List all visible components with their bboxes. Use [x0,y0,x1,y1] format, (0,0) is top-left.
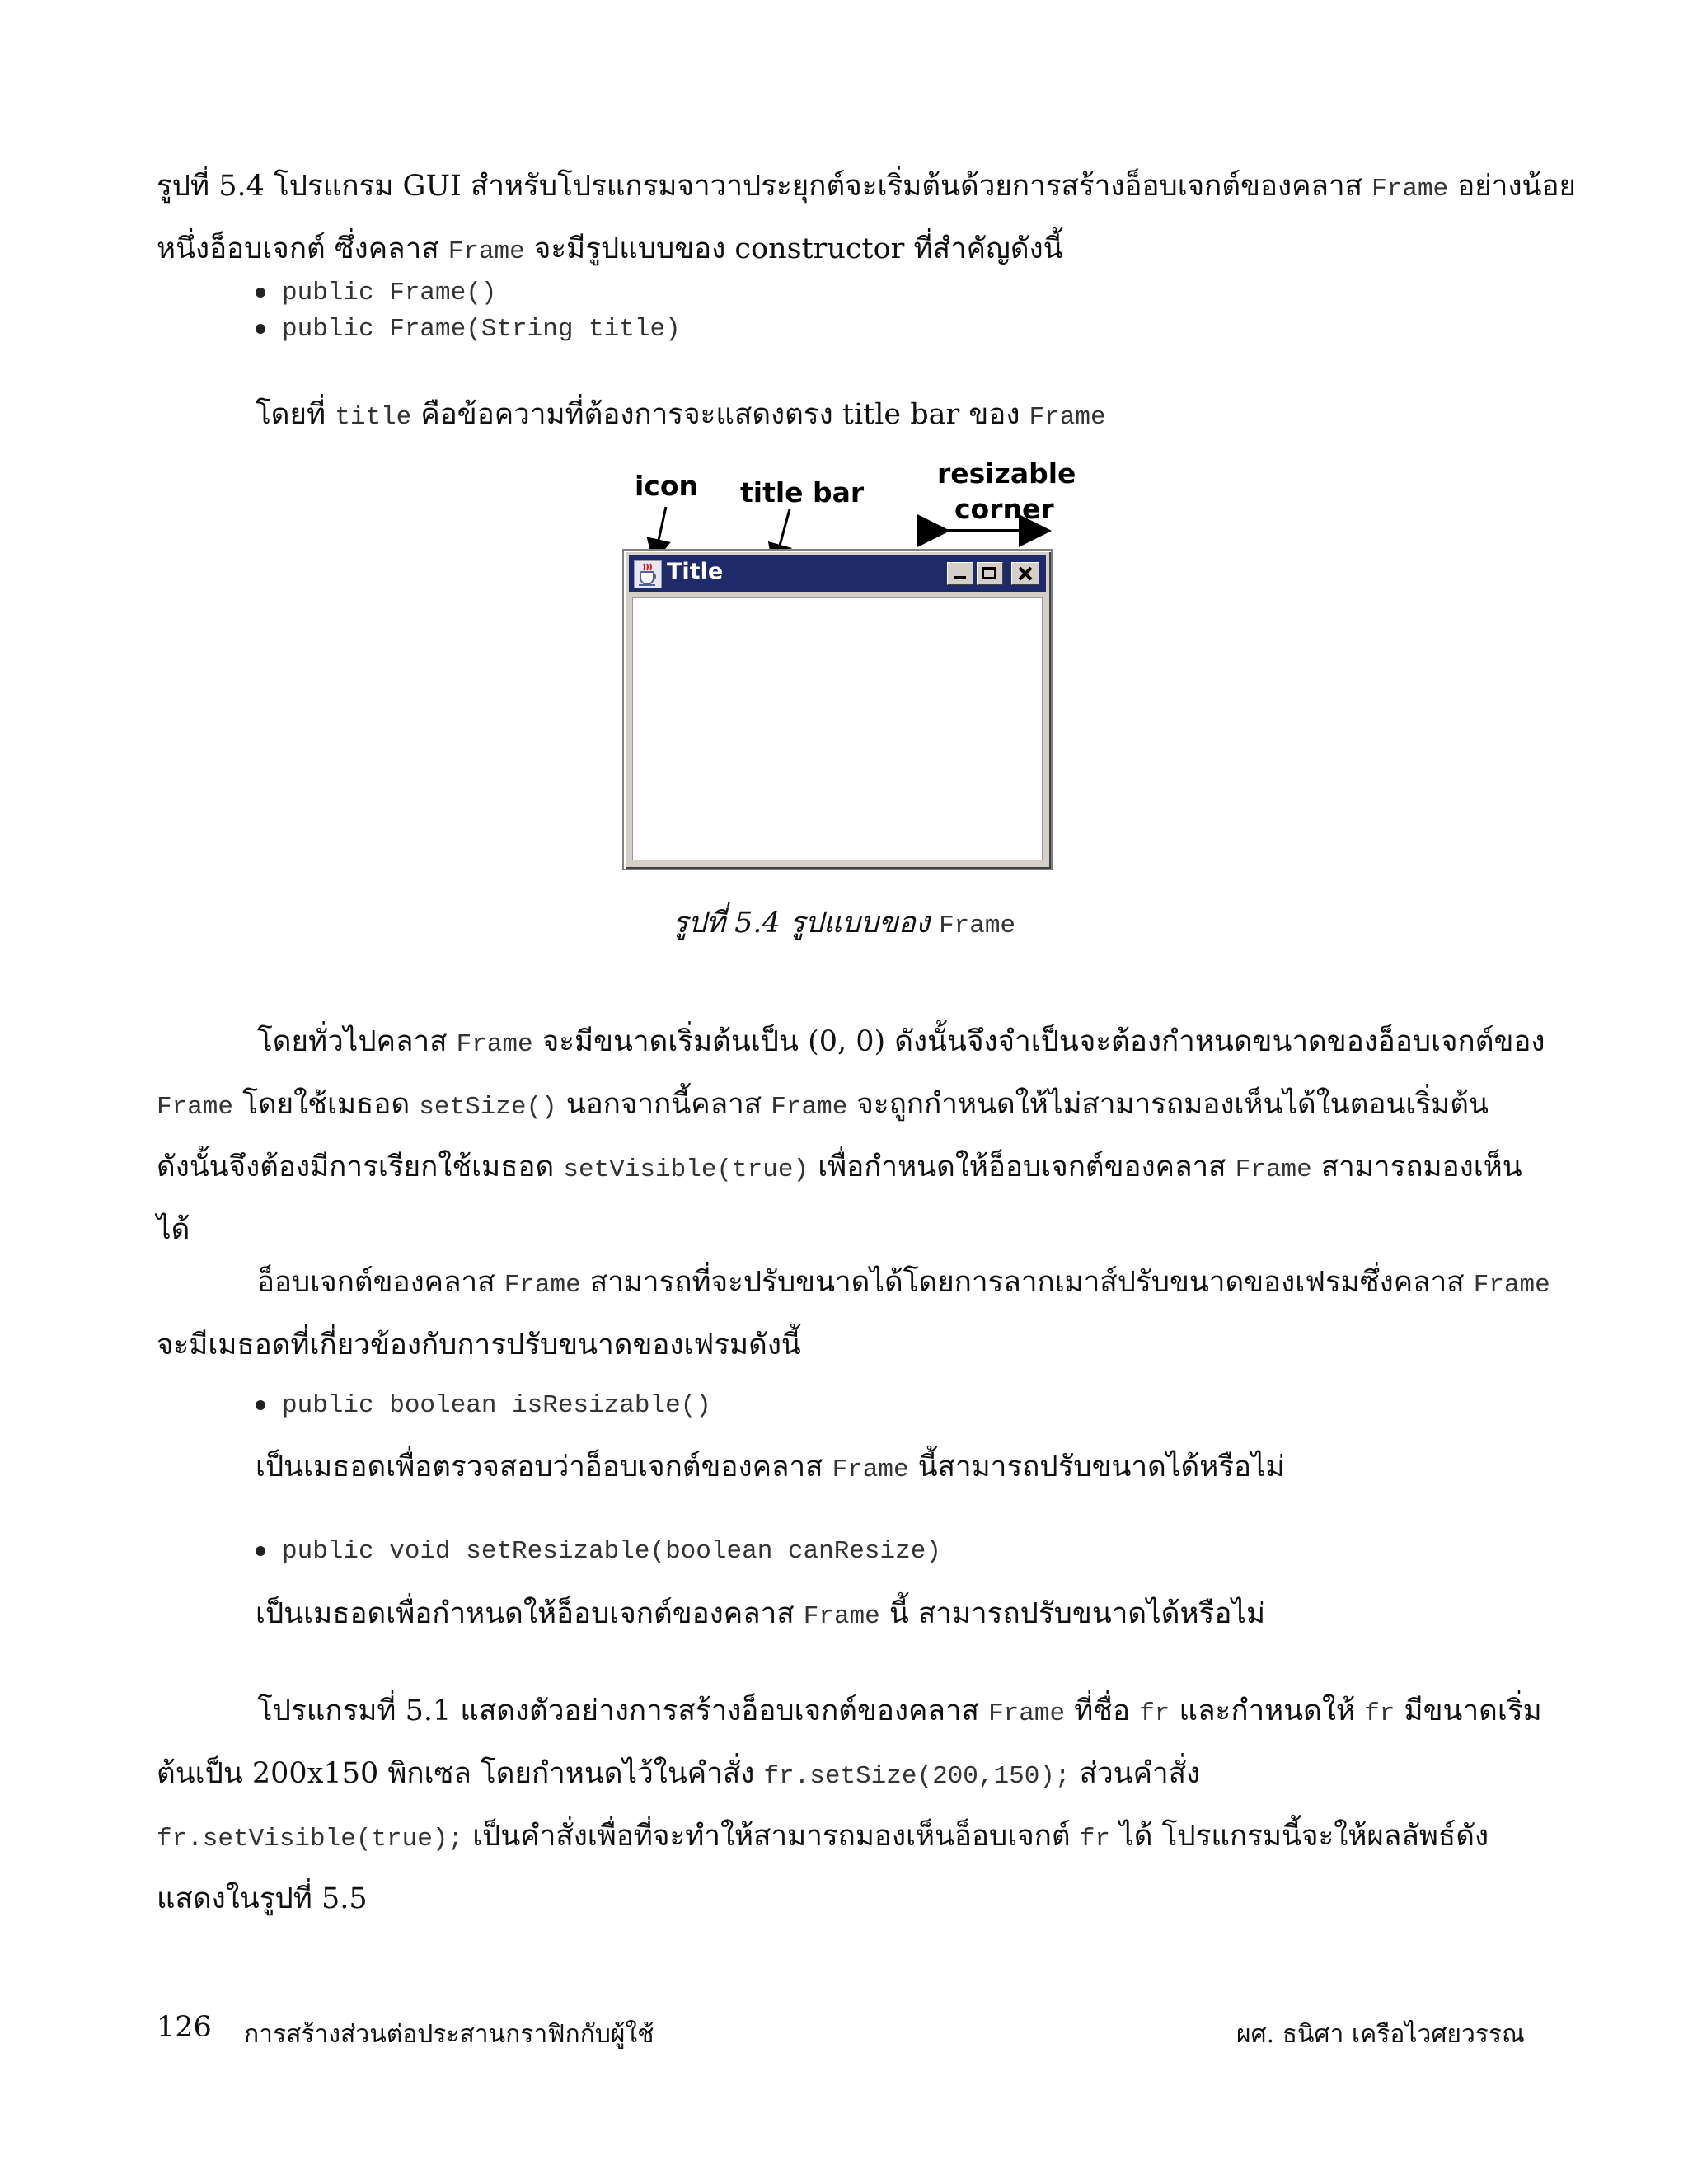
program-example-paragraph: โปรแกรมที่ 5.1 แสดงตัวอย่างการสร้างอ็อบเจกต์ของคลาส Frame ที่ชื่อ fr และกำหนดให้ fr มีขนาดเริ่ม ต้นเป็น 200x150 พิกเซล โดยกำหนดไว้ในคำสั่ง fr.setSize(200,150); ส่วนคำสั่ง fr.setVisible(true); เป็นคำสั่งเพื่อที่จะทำให้สามารถมองเห็นอ็อบเจกต์ fr ได้ โปรแกรมนี้จะให้ผลลัพธ์ดัง แสดงในรูปที่ 5.5 [157,1694,1542,1915]
footer-author: ผศ. ธนิศา เครือไวศยวรรณ [1236,2020,1525,2049]
constructor-item: public Frame(String title) [256,315,681,344]
page-number: 126 [157,2011,212,2044]
footer-book-title: การสร้างส่วนต่อประสานกราฟิกกับผู้ใช้ [244,2020,654,2049]
frame-size-paragraph: โดยทั่วไปคลาส Frame จะมีขนาดเริ่มต้นเป็น (0, 0) ดังนั้นจึงจำเป็นจะต้องกำหนดขนาดของอ็อบเจกต์ของ Frame โดยใช้เมธอด setSize() นอกจากนี้คลาส Frame จะถูกกำหนดให้ไม่สามารถมองเห็นได้ในตอนเริ่มต้น ดังนั้นจึงต้องมีการเรียกใช้เมธอด setVisible(true) เพื่อกำหนดให้อ็อบเจกต์ของคลาส Frame สามารถมองเห็น ได้ [157,1025,1545,1246]
resize-paragraph: อ็อบเจกต์ของคลาส Frame สามารถที่จะปรับขนาดได้โดยการลากเมาส์ปรับขนาดของเฟรมซึ่งคลาส Frame จะมีเมธอดที่เกี่ยวข้องกับการปรับขนาดของเฟรมดังนี้ [157,1266,1550,1361]
label-corner: corner [954,493,1054,525]
window-title-text: Title [667,559,724,584]
intro-paragraph: รูปที่ 5.4 โปรแกรม GUI สำหรับโปรแกรมจาวาประยุกต์จะเริ่มต้นด้วยการสร้างอ็อบเจกต์ของคลาส Frame อย่างน้อย หนึ่งอ็อบเจกต์ ซึ่งคลาส Frame จะมีรูปแบบของ constructor ที่สำคัญดังนี้ [157,170,1577,266]
constructor-item: public Frame() [256,279,496,307]
mock-frame-window[interactable] [622,549,1053,870]
label-resizable: resizable [937,457,1076,490]
close-icon[interactable] [1011,562,1039,585]
method-signature: public boolean isResizable() [256,1391,711,1420]
window-client-area [632,597,1043,860]
bullet-icon [256,1400,265,1410]
method-signature: public void setResizable(boolean canResize) [256,1537,941,1566]
minimize-icon[interactable] [947,562,973,585]
java-cup-icon[interactable] [634,560,662,588]
label-icon: icon [635,470,699,502]
title-param-paragraph: โดยที่ title คือข้อความที่ต้องการจะแสดงตรง title bar ของ Frame [256,398,1106,432]
maximize-icon[interactable] [977,562,1003,585]
label-title-bar: title bar [740,476,865,509]
figure-caption: รูปที่ 5.4 รูปแบบของ Frame [672,907,1016,940]
bullet-icon [256,1546,265,1556]
window-title-bar[interactable] [629,555,1046,592]
method-description: เป็นเมธอดเพื่อตรวจสอบว่าอ็อบเจกต์ของคลาส Frame นี้สามารถปรับขนาดได้หรือไม่ [256,1451,1285,1484]
method-description: เป็นเมธอดเพื่อกำหนดให้อ็อบเจกต์ของคลาส Frame นี้ สามารถปรับขนาดได้หรือไม่ [256,1597,1266,1631]
